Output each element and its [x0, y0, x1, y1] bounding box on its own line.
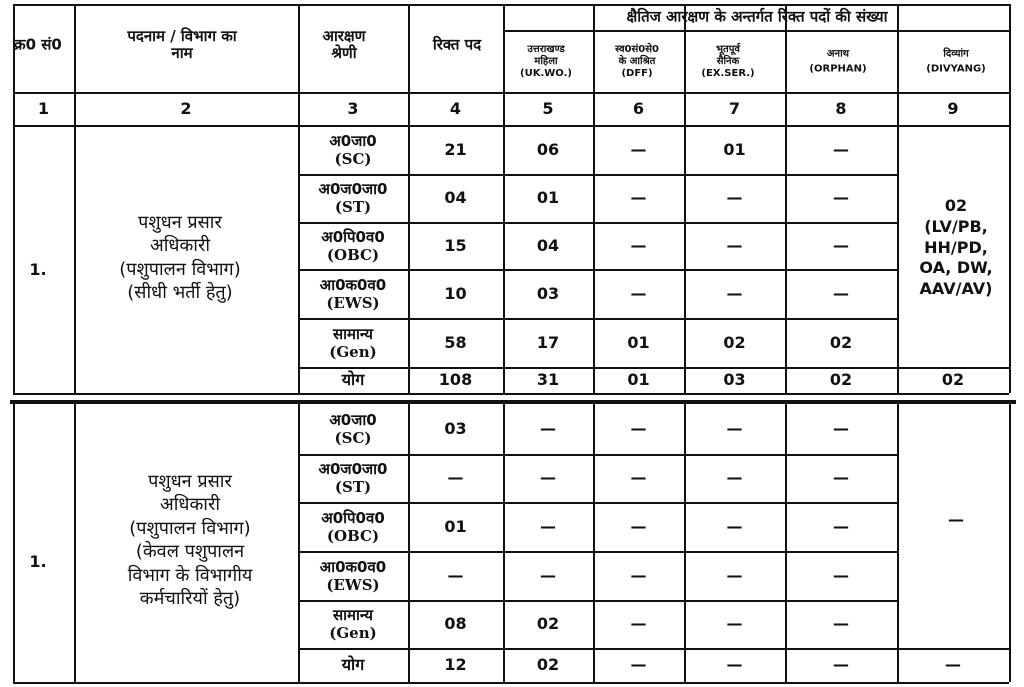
- section1-orphan-3: —: [833, 283, 849, 303]
- section1-ukwo-0: 06: [536, 139, 560, 159]
- category-hindi: आ0क0व0: [319, 557, 387, 576]
- category-hindi: सामान्य: [332, 324, 373, 343]
- category-hindi: अ0जा0: [329, 411, 377, 429]
- category-code: (OBC): [326, 245, 380, 264]
- category-code: (Gen): [329, 624, 377, 642]
- s2-row-rule-2: [298, 551, 897, 553]
- section2-total-label: योग: [341, 655, 365, 675]
- section2-orphan-3: —: [833, 565, 849, 585]
- vline-top-1: [74, 4, 76, 393]
- s2-row-rule-0: [298, 454, 897, 456]
- section1-total-label: योग: [341, 370, 365, 390]
- header-vacant: रिक्त पद: [432, 35, 482, 54]
- vline-bottom-4: [503, 404, 505, 682]
- column-number-5: 5: [542, 99, 554, 119]
- column-number-7: 7: [728, 99, 741, 119]
- column-number-4: 4: [449, 99, 462, 119]
- s1-total-rule: [298, 367, 1009, 369]
- section2-total-ukwo: 02: [536, 655, 560, 675]
- vline-bottom-8: [897, 404, 899, 682]
- rule-bottom: [13, 682, 1009, 684]
- s2-row-rule-1: [298, 502, 897, 504]
- section1-category-1: [319, 180, 388, 216]
- section1-ukwo-4: 17: [536, 332, 560, 352]
- section2-category-4: [329, 606, 376, 642]
- section1-orphan-4: 02: [829, 332, 853, 352]
- section1-vacant-4: 58: [444, 332, 467, 352]
- category-code: (SC): [334, 429, 372, 447]
- section2-dff-4: —: [630, 614, 647, 634]
- section1-total-exser: 03: [723, 370, 746, 390]
- section2-total-dff: —: [630, 655, 647, 675]
- section2-category-0: [329, 411, 376, 447]
- s1-row-rule-0: [298, 174, 897, 176]
- section2-dff-1: —: [630, 468, 647, 488]
- section2-orphan-1: —: [833, 468, 849, 488]
- section2-divyang: —: [948, 510, 964, 530]
- s2-total-rule: [298, 648, 1009, 650]
- column-number-3: 3: [347, 99, 359, 119]
- section2-exser-3: —: [726, 565, 743, 585]
- vline-top-9: [1009, 4, 1011, 393]
- section1-total-vacant: 108: [438, 370, 473, 390]
- category-hindi: अ0ज0जा0: [318, 180, 388, 198]
- rule-top: [13, 4, 1009, 6]
- rule-section1-bottom: [13, 393, 1009, 395]
- s2-row-rule-3: [298, 600, 897, 602]
- category-code: (SC): [334, 149, 372, 168]
- section2-vacant-3: —: [447, 565, 464, 585]
- vline-bottom-5: [593, 404, 595, 682]
- section2-orphan-4: —: [833, 614, 849, 634]
- category-code: (EWS): [326, 575, 380, 594]
- section1-exser-2: —: [726, 235, 743, 255]
- section2-exser-1: —: [726, 468, 743, 488]
- category-code: (Gen): [329, 342, 377, 361]
- section1-total-dff: 01: [627, 370, 650, 390]
- section1-category-2: [321, 228, 385, 264]
- section2-vacant-0: 03: [444, 419, 467, 439]
- section1-category-4: [329, 325, 376, 361]
- section2-vacant-1: —: [447, 468, 464, 488]
- section2-ukwo-0: —: [540, 419, 556, 439]
- section1-ukwo-3: 03: [536, 283, 560, 303]
- header-divyang: दिव्यांग (DIVYANG): [926, 48, 986, 75]
- vline-top-6: [684, 4, 686, 393]
- vline-top-3: [408, 4, 410, 393]
- section1-vacant-0: 21: [444, 139, 467, 159]
- section1-category-0: [329, 132, 376, 168]
- section2-total-orphan: —: [833, 655, 849, 675]
- header-orphan: अनाथ (ORPHAN): [809, 48, 867, 75]
- rule-header: [13, 92, 1009, 94]
- category-code: (ST): [334, 478, 372, 496]
- section1-divyang: 02 (LV/PB, HH/PD, OA, DW, AAV/AV): [919, 196, 993, 299]
- column-number-8: 8: [835, 99, 847, 119]
- category-code: (EWS): [326, 293, 380, 312]
- vline-top-4: [503, 4, 505, 393]
- section2-ukwo-2: —: [540, 516, 556, 536]
- section2-category-1: [319, 460, 388, 496]
- section2-vacant-4: 08: [444, 614, 467, 634]
- header-horizontal: क्षैतिज आरक्षण के अन्तर्गत रिक्त पदों की संख्या: [626, 7, 888, 26]
- s1-row-rule-3: [298, 318, 897, 320]
- category-code: (ST): [334, 198, 372, 216]
- category-hindi: अ0ज0जा0: [318, 460, 388, 478]
- section1-dff-1: —: [630, 188, 647, 208]
- section1-dff-2: —: [630, 235, 647, 255]
- vline-bottom-0: [13, 404, 15, 682]
- column-number-1: 1: [37, 99, 50, 119]
- s1-row-rule-2: [298, 269, 897, 271]
- category-hindi: अ0पि0व0: [321, 227, 385, 246]
- section1-exser-0: 01: [723, 139, 746, 159]
- vline-bottom-9: [1009, 404, 1011, 682]
- rule-section-divider: [10, 400, 1016, 404]
- section1-sno: 1.: [29, 260, 47, 280]
- header-sno: क्र0 सं0: [14, 35, 62, 54]
- vline-bottom-1: [74, 404, 76, 682]
- section1-dff-4: 01: [627, 332, 650, 352]
- rule-colnums: [13, 125, 1009, 127]
- section2-ukwo-1: —: [540, 468, 556, 488]
- section1-vacant-3: 10: [444, 283, 467, 303]
- rule-subheader: [503, 30, 1009, 32]
- section1-category-3: [320, 276, 387, 312]
- section1-orphan-1: —: [833, 188, 849, 208]
- section2-category-3: [320, 558, 387, 594]
- section1-dff-0: —: [630, 139, 647, 159]
- vline-top-5: [593, 4, 595, 393]
- section1-ukwo-2: 04: [536, 235, 560, 255]
- section2-sno: 1.: [29, 552, 47, 572]
- vline-bottom-6: [684, 404, 686, 682]
- column-number-6: 6: [632, 99, 645, 119]
- section1-orphan-2: —: [833, 235, 849, 255]
- category-hindi: अ0जा0: [329, 131, 377, 150]
- section2-dff-3: —: [630, 565, 647, 585]
- section1-total-orphan: 02: [829, 370, 853, 390]
- vline-top-8: [897, 4, 899, 393]
- section2-total-exser: —: [726, 655, 743, 675]
- category-hindi: सामान्य: [332, 606, 373, 624]
- vline-bottom-3: [408, 404, 410, 682]
- section1-exser-1: —: [726, 188, 743, 208]
- category-code: (OBC): [326, 526, 380, 545]
- section1-total-ukwo: 31: [536, 370, 560, 390]
- section1-vacant-2: 15: [444, 235, 467, 255]
- section1-post-name: पशुधन प्रसार अधिकारी (पशुपालन विभाग) (सीधी भर्ती हेतु): [119, 212, 241, 304]
- section2-total-divyang: —: [945, 655, 961, 675]
- section2-ukwo-4: 02: [536, 614, 560, 634]
- header-post: पदनाम / विभाग का नाम: [127, 27, 237, 62]
- header-dff: स्व0सं0से0 के आश्रित (DFF): [615, 44, 659, 79]
- header-exser: भूतपूर्व सैनिक (EX.SER.): [701, 44, 755, 79]
- header-ukwo: उत्तराखण्ड महिला (UK.WO.): [520, 44, 572, 79]
- section2-dff-2: —: [630, 516, 647, 536]
- header-category: आरक्षण श्रेणी: [322, 27, 366, 62]
- category-hindi: आ0क0व0: [319, 275, 387, 294]
- section1-exser-4: 02: [723, 332, 746, 352]
- section1-exser-3: —: [726, 283, 743, 303]
- column-number-2: 2: [180, 99, 192, 119]
- vline-top-7: [785, 4, 787, 393]
- section2-post-name: पशुधन प्रसार अधिकारी (पशुपालन विभाग) (केवल पशुपालन विभाग के विभागीय कर्मचारियों हेतु): [127, 470, 253, 609]
- section2-exser-2: —: [726, 516, 743, 536]
- section2-exser-0: —: [726, 419, 743, 439]
- vline-bottom-7: [785, 404, 787, 682]
- s1-row-rule-1: [298, 222, 897, 224]
- category-hindi: अ0पि0व0: [321, 508, 385, 527]
- vline-top-0: [13, 4, 15, 393]
- section1-vacant-1: 04: [444, 188, 467, 208]
- section2-dff-0: —: [630, 419, 647, 439]
- section1-dff-3: —: [630, 283, 647, 303]
- section2-ukwo-3: —: [540, 565, 556, 585]
- column-number-9: 9: [947, 99, 959, 119]
- section1-total-divyang: 02: [941, 370, 965, 390]
- section2-exser-4: —: [726, 614, 743, 634]
- section2-vacant-2: 01: [444, 516, 467, 536]
- vline-top-2: [298, 4, 300, 393]
- section2-category-2: [321, 509, 385, 545]
- vline-bottom-2: [298, 404, 300, 682]
- section2-orphan-0: —: [833, 419, 849, 439]
- section1-orphan-0: —: [833, 139, 849, 159]
- section2-orphan-2: —: [833, 516, 849, 536]
- section1-ukwo-1: 01: [536, 188, 560, 208]
- section2-total-vacant: 12: [444, 655, 467, 675]
